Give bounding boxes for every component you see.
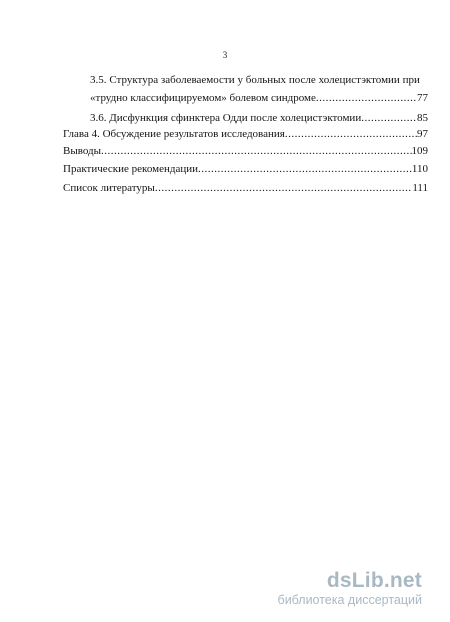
toc-page: 109 xyxy=(411,145,428,157)
toc-entry-3-5-line2 xyxy=(90,92,428,105)
toc-label: Практические рекомендации xyxy=(63,163,198,175)
leader-dots xyxy=(101,145,411,158)
leader-dots xyxy=(361,112,417,125)
toc-entry-chapter-4 xyxy=(63,128,428,141)
toc-entry-references xyxy=(63,182,428,195)
toc-entry-3-6 xyxy=(90,112,428,125)
toc-entry-3-5-line1 xyxy=(90,74,420,87)
leader-dots xyxy=(316,92,417,105)
toc-page: 110 xyxy=(411,163,428,175)
toc-entry-conclusions xyxy=(63,145,428,158)
toc-entry-recommendations xyxy=(63,163,428,176)
toc-label: Глава 4. Обсуждение результатов исследования xyxy=(63,128,285,140)
toc-label: Выводы xyxy=(63,145,102,157)
leader-dots xyxy=(285,128,417,141)
page-number: 3 xyxy=(222,50,228,60)
word: при xyxy=(402,74,420,86)
watermark xyxy=(278,570,422,607)
word: у xyxy=(237,74,243,86)
toc-page: 111 xyxy=(412,182,428,194)
toc-page: 85 xyxy=(417,112,428,124)
toc-label: «трудно классифицируемом» болевом синдроме xyxy=(90,92,316,104)
word: заболеваемости xyxy=(160,74,235,86)
toc-page: 97 xyxy=(417,128,428,140)
toc-label: Список литературы xyxy=(63,182,155,194)
word: после xyxy=(288,74,316,86)
word: холецистэктомии xyxy=(318,74,400,86)
watermark-subtitle: библиотека диссертаций xyxy=(277,593,422,607)
toc-label: 3.6. Дисфункция сфинктера Одди после холецистэктомии xyxy=(90,112,362,124)
watermark-logo: dsLib.net xyxy=(326,569,422,592)
word: Структура xyxy=(109,74,159,86)
leader-dots xyxy=(155,182,413,195)
toc-page: 77 xyxy=(417,92,428,104)
leader-dots xyxy=(198,163,412,176)
word: больных xyxy=(245,74,287,86)
word: 3.5. xyxy=(90,74,107,86)
